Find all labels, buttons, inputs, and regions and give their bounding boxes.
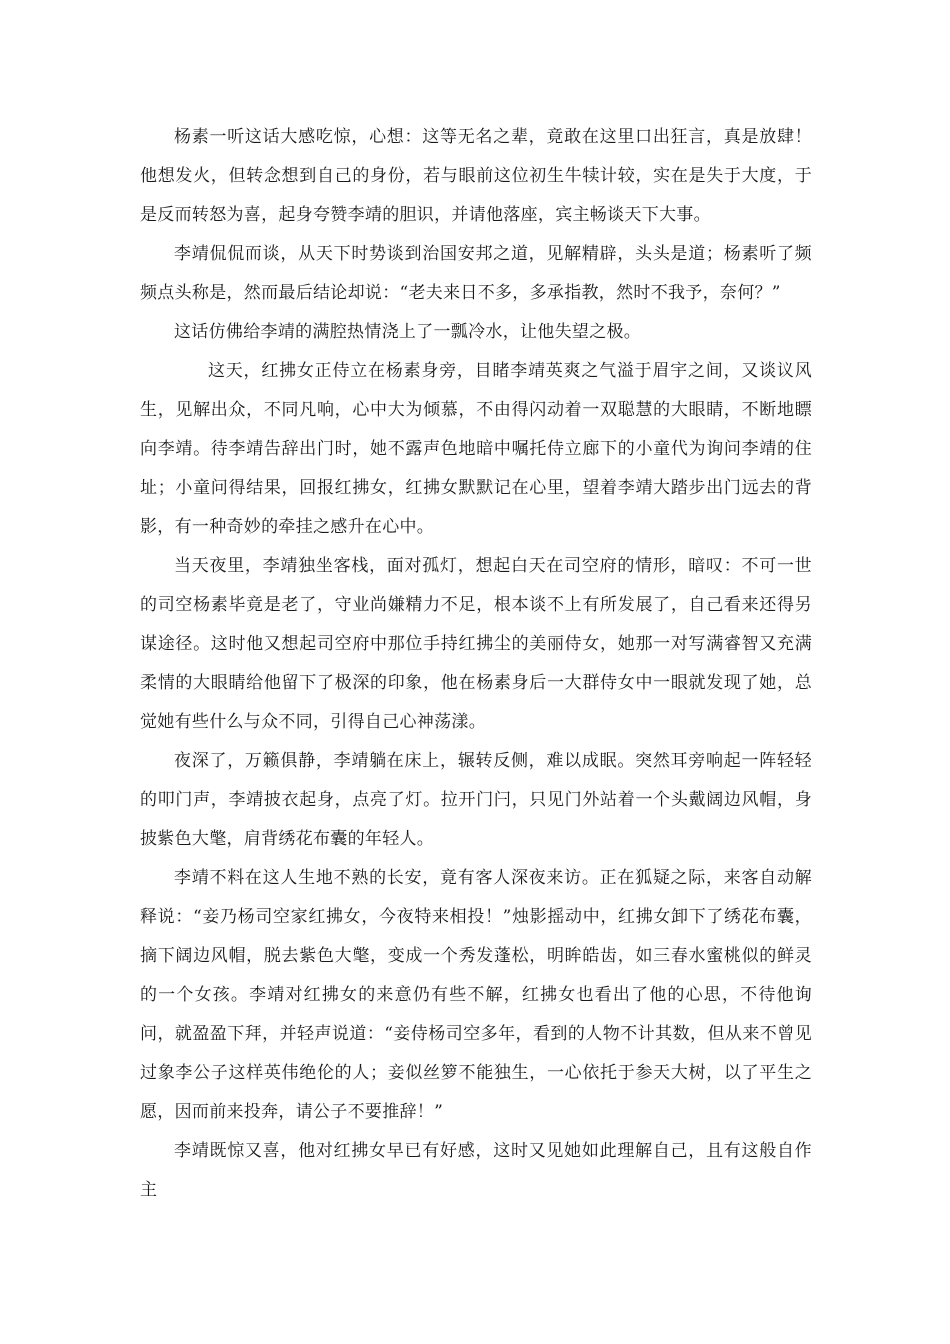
paragraph: 杨素一听这话大感吃惊，心想：这等无名之辈，竟敢在这里口出狂言，真是放肆！他想发火，但转念想到自己的身份，若与眼前这位初生牛犊计较，实在是失于大度，于是反而转怒为喜，起身夸赞李靖的胆识，并请他落座，宾主畅谈天下大事。	[140, 127, 812, 225]
paragraph: 当天夜里，李靖独坐客栈，面对孤灯，想起白天在司空府的情形，暗叹：不可一世的司空杨素毕竟是老了，守业尚嫌精力不足，根本谈不上有所发展了，自己看来还得另谋途径。这时他又想起司空府中那位手持红拂尘的美丽侍女，她那一对写满睿智又充满柔情的大眼睛给他留下了极深的印象，他在杨素身后一大群侍女中一眼就发现了她，总觉她有些什么与众不同，引得自己心神荡漾。	[140, 556, 812, 732]
paragraph: 李靖既惊又喜，他对红拂女早已有好感，这时又见她如此理解自己，且有这般自作主	[140, 1141, 812, 1200]
paragraph: 这话仿佛给李靖的满腔热情浇上了一瓢冷水，让他失望之极。	[174, 322, 642, 342]
paragraph: 李靖侃侃而谈，从天下时势谈到治国安邦之道，见解精辟，头头是道；杨素听了频频点头称是，然而最后结论却说：“老夫来日不多，多承指教，然时不我予，奈何？”	[140, 244, 812, 303]
paragraph: 李靖不料在这人生地不熟的长安，竟有客人深夜来访。正在狐疑之际，来客自动解释说：“妾乃杨司空家红拂女，今夜特来相投！”烛影摇动中，红拂女卸下了绣花布囊，摘下阔边风帽，脱去紫色大氅，变成一个秀发蓬松，明眸皓齿，如三春水蜜桃似的鲜灵的一个女孩。李靖对红拂女的来意仍有些不解，红拂女也看出了他的心思，不待他询问，就盈盈下拜，并轻声说道：“妾侍杨司空多年，看到的人物不计其数，但从来不曾见过象李公子这样英伟绝伦的人；妾似丝箩不能独生，一心依托于参天大树，以了平生之愿，因而前来投奔，请公子不要推辞！”	[140, 868, 812, 1122]
document-body	[140, 118, 812, 1210]
paragraph: 这天，红拂女正侍立在杨素身旁，目睹李靖英爽之气溢于眉宇之间，又谈议风生，见解出众，不同凡响，心中大为倾慕，不由得闪动着一双聪慧的大眼睛，不断地瞟向李靖。待李靖告辞出门时，她不露声色地暗中嘱托侍立廊下的小童代为询问李靖的住址；小童问得结果，回报红拂女，红拂女默默记在心里，望着李靖大踏步出门远去的背影，有一种奇妙的牵挂之感升在心中。	[140, 361, 812, 537]
paragraph: 夜深了，万籁俱静，李靖躺在床上，辗转反侧，难以成眠。突然耳旁响起一阵轻轻的叩门声，李靖披衣起身，点亮了灯。拉开门闩，只见门外站着一个头戴阔边风帽，身披紫色大氅，肩背绣花布囊的年轻人。	[140, 751, 812, 849]
